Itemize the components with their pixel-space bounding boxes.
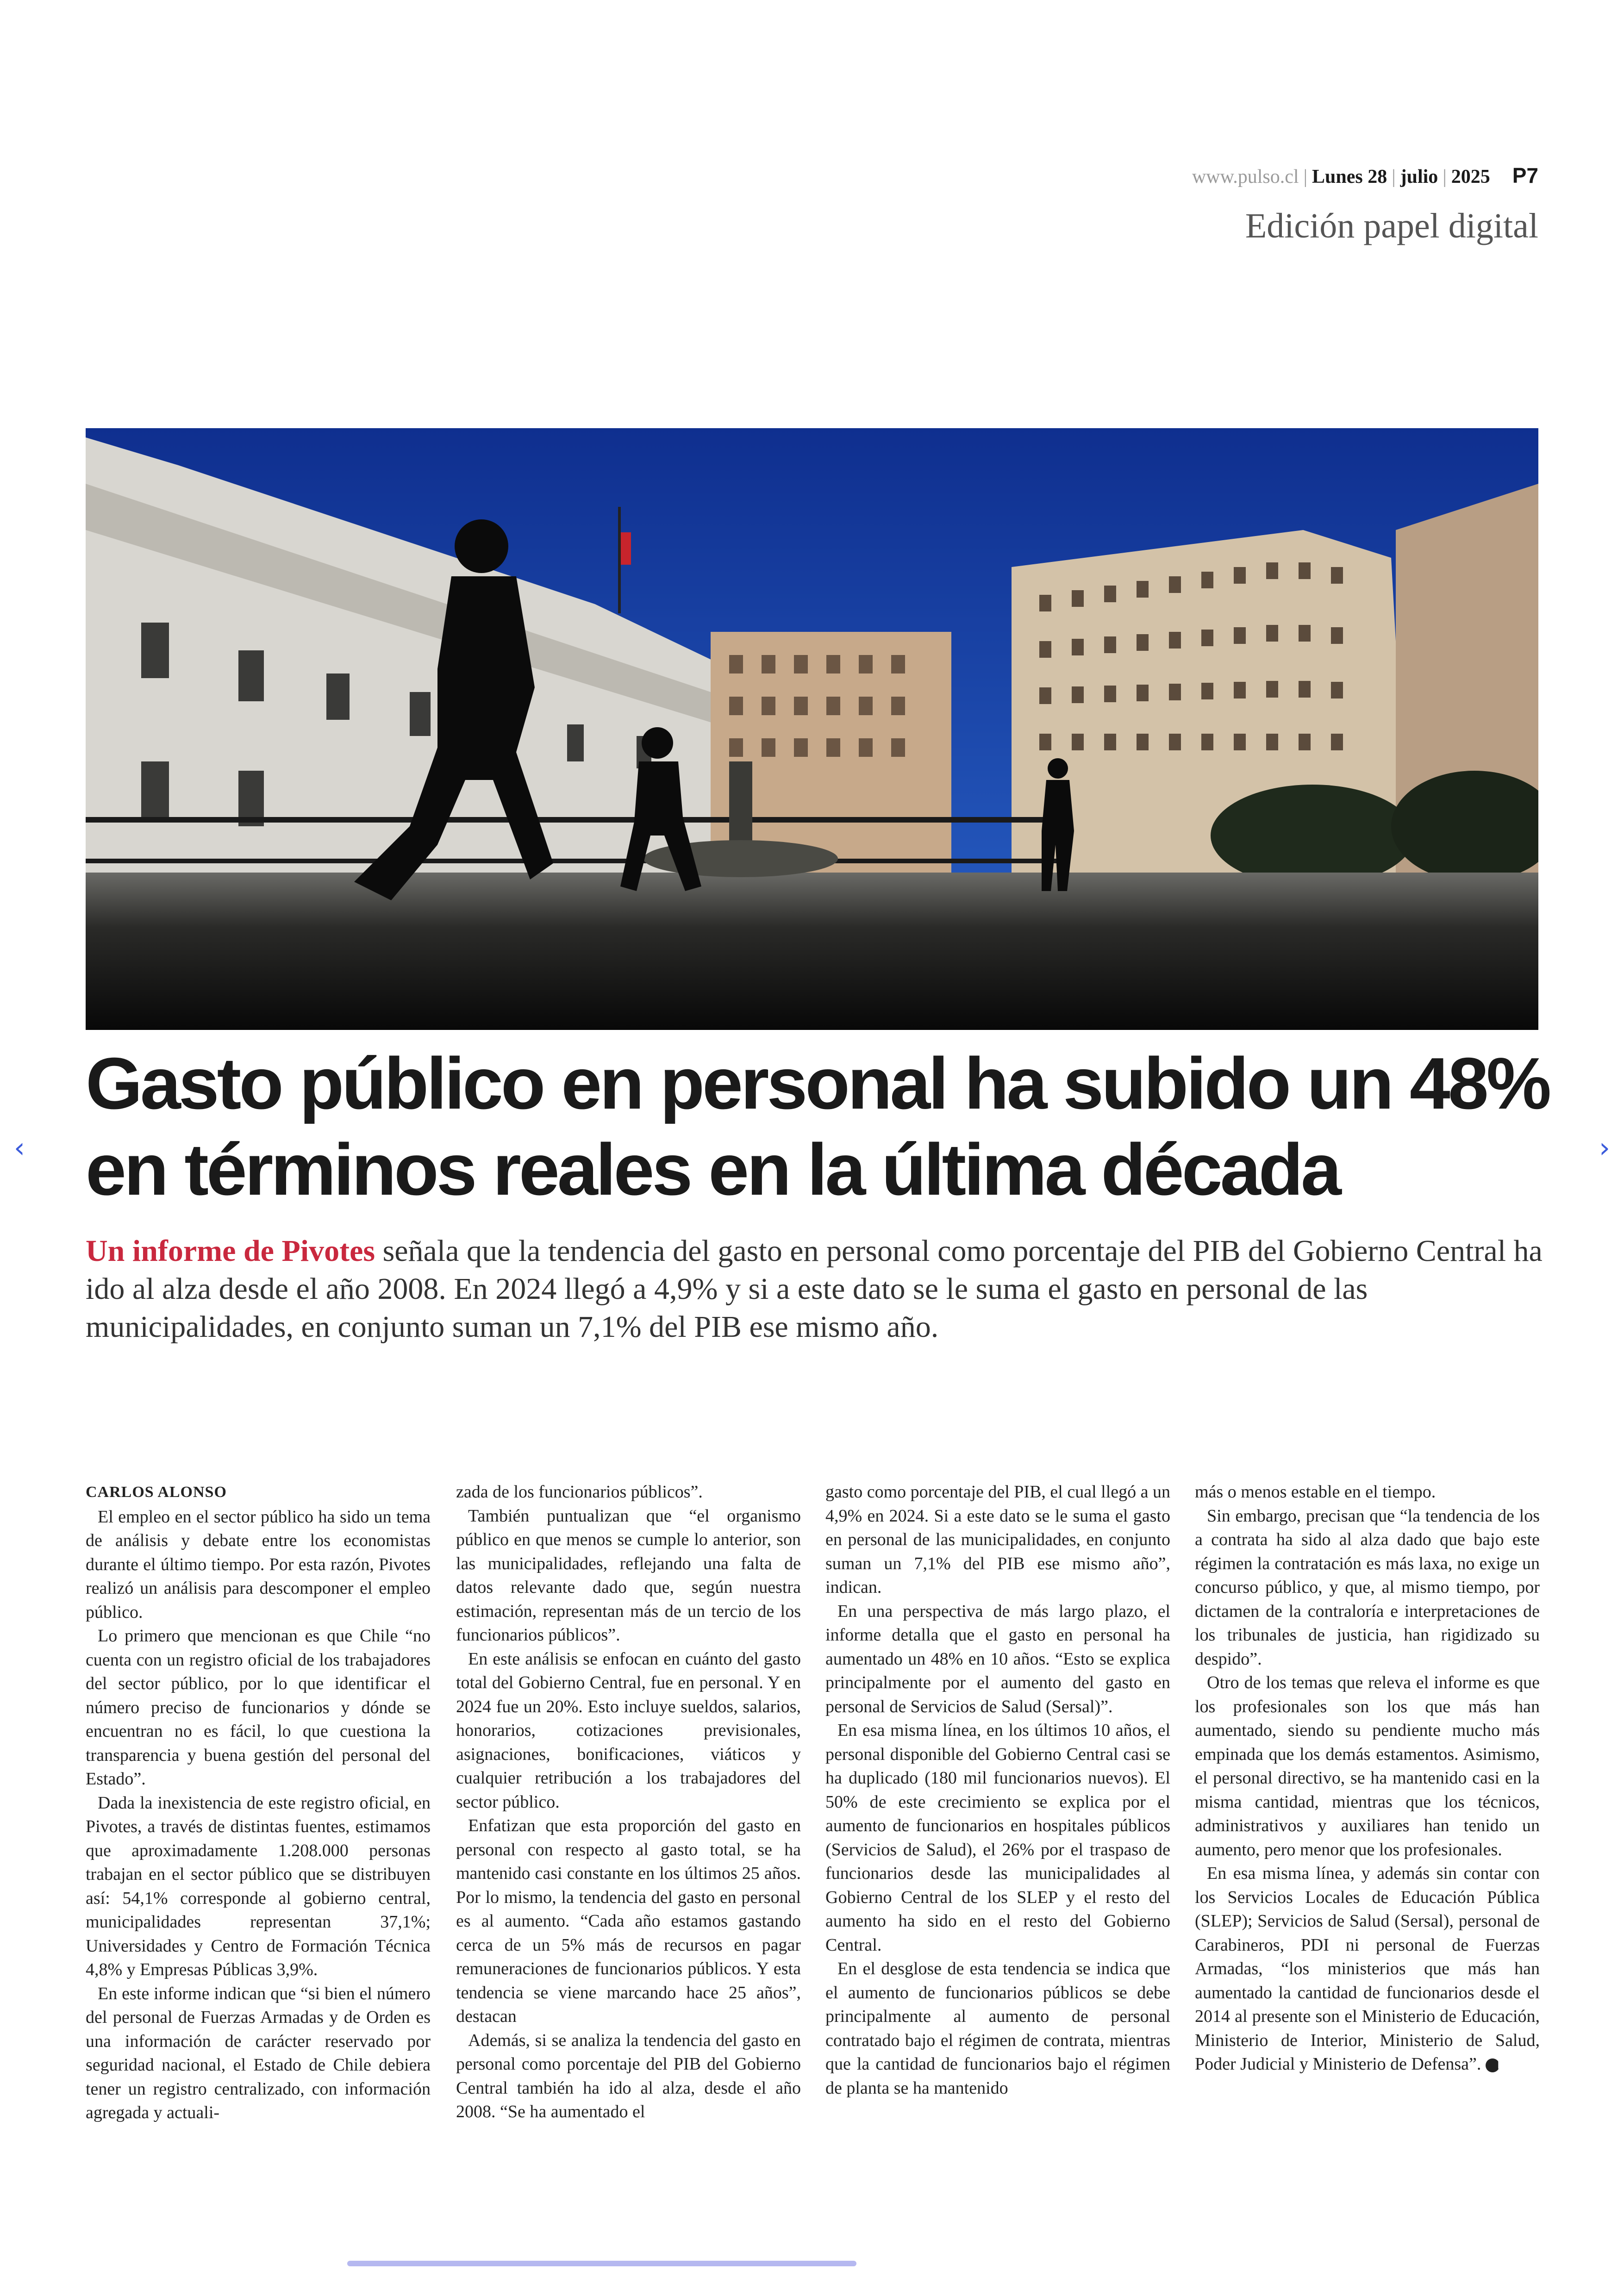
deck-lead: Un informe de Pivotes	[86, 1234, 375, 1268]
headline-line-1: Gasto público en personal ha subido un 48%	[86, 1043, 1549, 1124]
separator: |	[1392, 166, 1396, 187]
paragraph: En este informe indican que “si bien el número del personal de Fuerzas Armadas y de Orden es una información de carácter reservado por seguridad nacional, el Estado de Chile debiera tener un registro centralizado, con información agregada y actuali-	[86, 1983, 431, 2122]
paragraph: En una perspectiva de más largo plazo, el informe detalla que el gasto en personal ha aumentado un 48% en 10 años. “Esto se explica principalmente por el aumento del gasto en personal de Servicios de Salud (Sersal)”.	[825, 1601, 1170, 1716]
body-column-3	[825, 1480, 1170, 2100]
next-page-arrow-icon[interactable]: ›	[1599, 1132, 1610, 1164]
page-number: P7	[1512, 163, 1538, 187]
paragraph: También puntualizan que “el organismo público en que menos se cumple lo anterior, son las municipalidades, reflejando una falta de datos relevante dado que, según nuestra estimación, representan más de un tercio de los funcionarios públicos”.	[456, 1506, 801, 1645]
paragraph: En esa misma línea, en los últimos 10 años, el personal disponible del Gobierno Central casi se ha duplicado (180 mil funcionarios nuevos). El 50% de este crecimiento se explica por el aumento de funcionarios en hospitales públicos (Servicios de Salud), el 26% por el traspaso de funcionarios desde las municipalidades al Gobierno Central de los SLEP y el resto del aumento ha sido en el resto del Gobierno Central.	[825, 1721, 1170, 1955]
paragraph: zada de los funcionarios públicos”.	[456, 1482, 703, 1502]
paragraph: más o menos estable en el tiempo.	[1195, 1482, 1436, 1502]
body-column-4	[1195, 1480, 1540, 2077]
paragraph: El empleo en el sector público ha sido un tema de análisis y debate entre los economistas durante el último tiempo. Por esta razón, Pivotes realizó un análisis para descomponer el empleo público.	[86, 1507, 431, 1622]
paragraph: Enfatizan que esta proporción del gasto en personal con respecto al gasto total, se ha mantenido casi constante en los últimos 25 años. Por lo mismo, la tendencia del gasto en personal es al aumento. “Cada año estamos gastando cerca de un 5% más de recursos en pagar remuneraciones de funcionarios públicos. Y esta tendencia se viene marcando hace 25 años”, destacan	[456, 1816, 801, 2026]
issue-year: 2025	[1451, 166, 1490, 187]
scrollbar[interactable]	[347, 2261, 856, 2266]
end-mark-icon: P	[1486, 2058, 1499, 2072]
site-url[interactable]: www.pulso.cl	[1192, 166, 1299, 187]
paragraph-text: En esa misma línea, y además sin contar con los Servicios Locales de Educación Pública (SLEP); Servicios de Salud (Sersal), personal de Carabineros, PDI ni personal de Fuerzas Armadas, “los ministerios que más han aumentado la cantidad de funcionarios desde el 2014 al presente son el Ministerio de Educación, Ministerio de Interior, Ministerio de Salud, Poder Judicial y Ministerio de Defensa”.	[1195, 1864, 1540, 2074]
paragraph: Otro de los temas que releva el informe es que los profesionales son los que más han aumentado, siendo su pendiente mucho más empinada que los demás estamentos. Asimismo, el personal directivo, se ha mantenido casi en la misma cantidad, mientras que los técnicos, administrativos y auxiliares han tenido un aumento, pero menor que los profesionales.	[1195, 1673, 1540, 1859]
paragraph: En el desglose de esta tendencia se indica que el aumento de funcionarios públicos se debe principalmente al aumento de personal contratado bajo el régimen de contrata, mientras que la cantidad de funcionarios bajo el régimen de planta se ha mantenido	[825, 1959, 1170, 2098]
separator: |	[1443, 166, 1447, 187]
article-photo	[86, 428, 1538, 1030]
edition-label: Edición papel digital	[1245, 206, 1538, 245]
prev-page-arrow-icon[interactable]: ‹	[14, 1132, 25, 1164]
paragraph: En este análisis se enfocan en cuánto del gasto total del Gobierno Central, fue en personal. Y en 2024 fue un 20%. Esto incluye sueldos, salarios, honorarios, cotizaciones previsionales, asignaciones, bonificaciones, viáticos y cualquier retribución a los trabajadores del sector público.	[456, 1649, 801, 1812]
deck-text: señala que la tendencia del gasto en personal como porcentaje del PIB del Gobierno Central ha ido al alza desde el año 2008. En 2024 llegó a 4,9% y si a este dato se le suma el gasto en personal de las municipalidades, en conjunto suman un 7,1% del PIB ese mismo año.	[86, 1234, 1543, 1344]
separator: |	[1303, 166, 1307, 187]
body-column-1	[86, 1480, 431, 2125]
page-meta	[1192, 163, 1538, 188]
article-deck	[86, 1232, 1544, 1346]
photo-illustration	[86, 428, 1538, 1030]
body-column-2	[456, 1480, 801, 2124]
paragraph: gasto como porcentaje del PIB, el cual llegó a un 4,9% en 2024. Si a este dato se le suma el gasto en personal de las municipalidades, en conjunto suman un 7,1% del PIB ese mismo año”, indican.	[825, 1482, 1170, 1597]
paragraph: Lo primero que mencionan es que Chile “no cuenta con un registro oficial de los trabajadores del sector público, por lo que identificar el número preciso de funcionarios y dónde se encuentran no es fácil, lo que cuestiona la transparencia y buena gestión del personal del Estado”.	[86, 1626, 431, 1789]
issue-day: Lunes 28	[1312, 166, 1387, 187]
headline-line-2: en términos reales en la última década	[86, 1129, 1339, 1210]
paragraph	[1195, 1862, 1540, 2077]
issue-month: julio	[1400, 166, 1438, 187]
paragraph: Sin embargo, precisan que “la tendencia de los a contrata ha sido al alza dado que bajo este régimen la contratación es más laxa, no exige un concurso público, y que, al mismo tiempo, por dictamen de la contraloría e interpretaciones de los tribunales de justicia, han rigidizado su despido”.	[1195, 1506, 1540, 1669]
byline: CARLOS ALONSO	[86, 1484, 227, 1501]
paragraph: Además, si se analiza la tendencia del gasto en personal como porcentaje del PIB del Gobierno Central también ha ido al alza, desde el año 2008. “Se ha aumentado el	[456, 2030, 801, 2121]
article-headline	[86, 1041, 1549, 1213]
paragraph: Dada la inexistencia de este registro oficial, en Pivotes, a través de distintas fuentes, estimamos que aproximadamente 1.208.000 personas trabajan en el sector público que se distribuyen así: 54,1% corresponde al gobierno central, municipalidades representan 37,1%; Universidades y Centro de Formación Técnica 4,8% y Empresas Públicas 3,9%.	[86, 1793, 431, 1979]
article-body	[86, 1480, 1539, 2138]
